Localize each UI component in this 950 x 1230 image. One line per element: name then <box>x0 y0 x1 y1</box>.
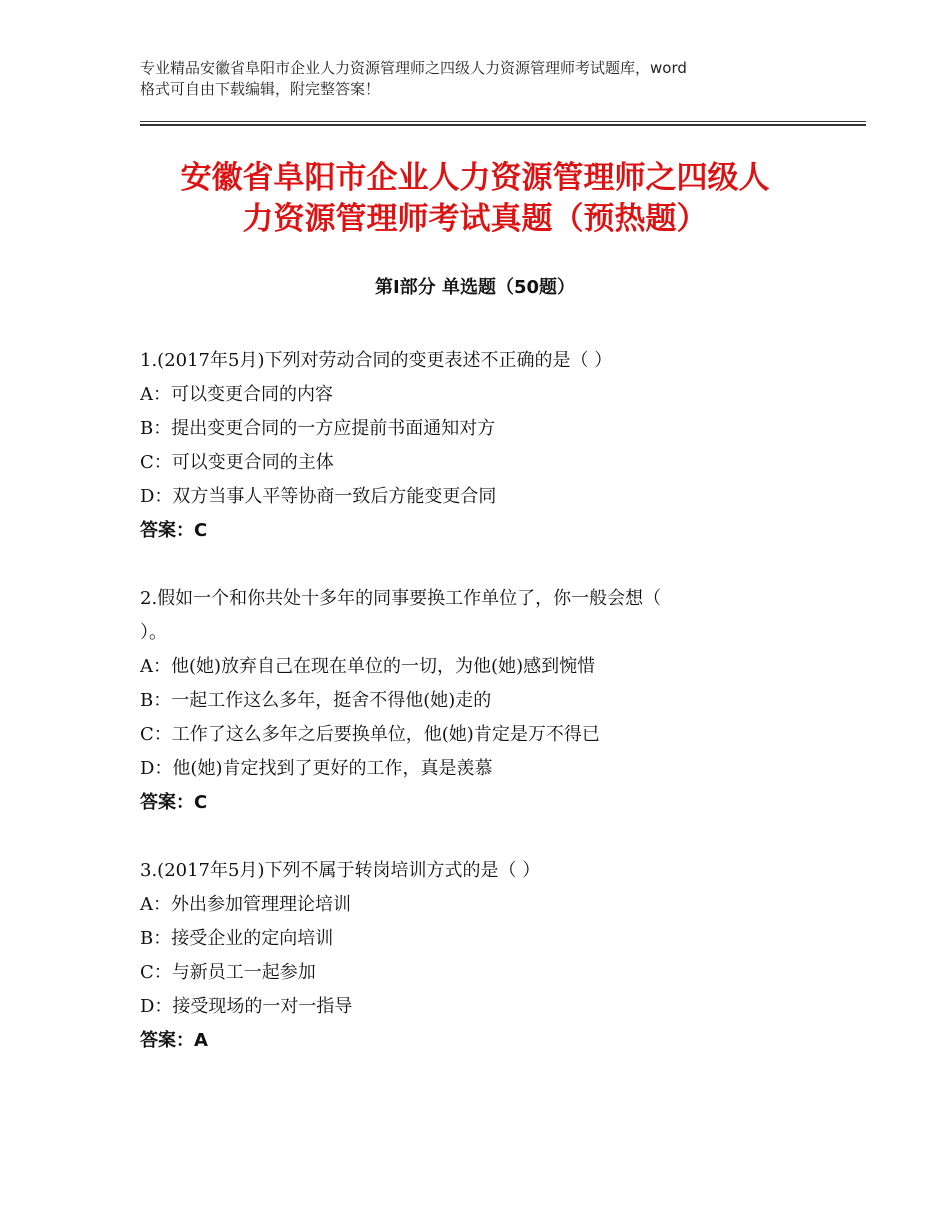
option-a: A：他(她)放弃自己在现在单位的一切，为他(她)感到惋惜 <box>140 656 596 677</box>
question-item <box>140 582 830 820</box>
option-c: C：与新员工一起参加 <box>140 962 316 983</box>
option-b: B：接受企业的定向培训 <box>140 928 334 949</box>
option-d: D：接受现场的一对一指导 <box>140 996 353 1017</box>
header-note <box>140 58 830 100</box>
option-d: D：双方当事人平等协商一致后方能变更合同 <box>140 486 497 507</box>
option-c: C：可以变更合同的主体 <box>140 452 334 473</box>
answer-label: 答案：C <box>140 792 208 813</box>
option-c: C：工作了这么多年之后要换单位，他(她)肯定是万不得已 <box>140 724 600 745</box>
answer-label: 答案：A <box>140 1030 208 1051</box>
document-title <box>100 158 850 240</box>
answer-label: 答案：C <box>140 520 208 541</box>
option-a: A：可以变更合同的内容 <box>140 384 333 405</box>
question-item <box>140 344 830 548</box>
option-a: A：外出参加管理理论培训 <box>140 894 351 915</box>
option-d: D：他(她)肯定找到了更好的工作，真是羡慕 <box>140 758 493 779</box>
header-note-line-1: 专业精品安徽省阜阳市企业人力资源管理师之四级人力资源管理师考试题库，word <box>140 59 687 77</box>
question-stem: 3.(2017年5月)下列不属于转岗培训方式的是（ ） <box>140 860 541 881</box>
option-b: B：提出变更合同的一方应提前书面通知对方 <box>140 418 496 439</box>
question-stem: 1.(2017年5月)下列对劳动合同的变更表述不正确的是（ ） <box>140 350 613 371</box>
document-title-line-2: 力资源管理师考试真题（预热题） <box>242 201 708 237</box>
divider-line <box>140 121 866 122</box>
option-b: B：一起工作这么多年，挺舍不得他(她)走的 <box>140 690 492 711</box>
question-item <box>140 854 830 1058</box>
header-divider <box>140 121 866 128</box>
divider-line <box>140 124 866 126</box>
question-stem-continuation: ）。 <box>140 622 167 643</box>
question-stem: 2.假如一个和你共处十多年的同事要换工作单位了，你一般会想（ <box>140 588 662 609</box>
document-title-line-1: 安徽省阜阳市企业人力资源管理师之四级人 <box>180 160 770 196</box>
section-title: 第Ⅰ部分 单选题（50题） <box>374 277 575 298</box>
header-note-line-2: 格式可自由下载编辑，附完整答案！ <box>140 80 381 98</box>
question-list <box>140 344 830 1092</box>
